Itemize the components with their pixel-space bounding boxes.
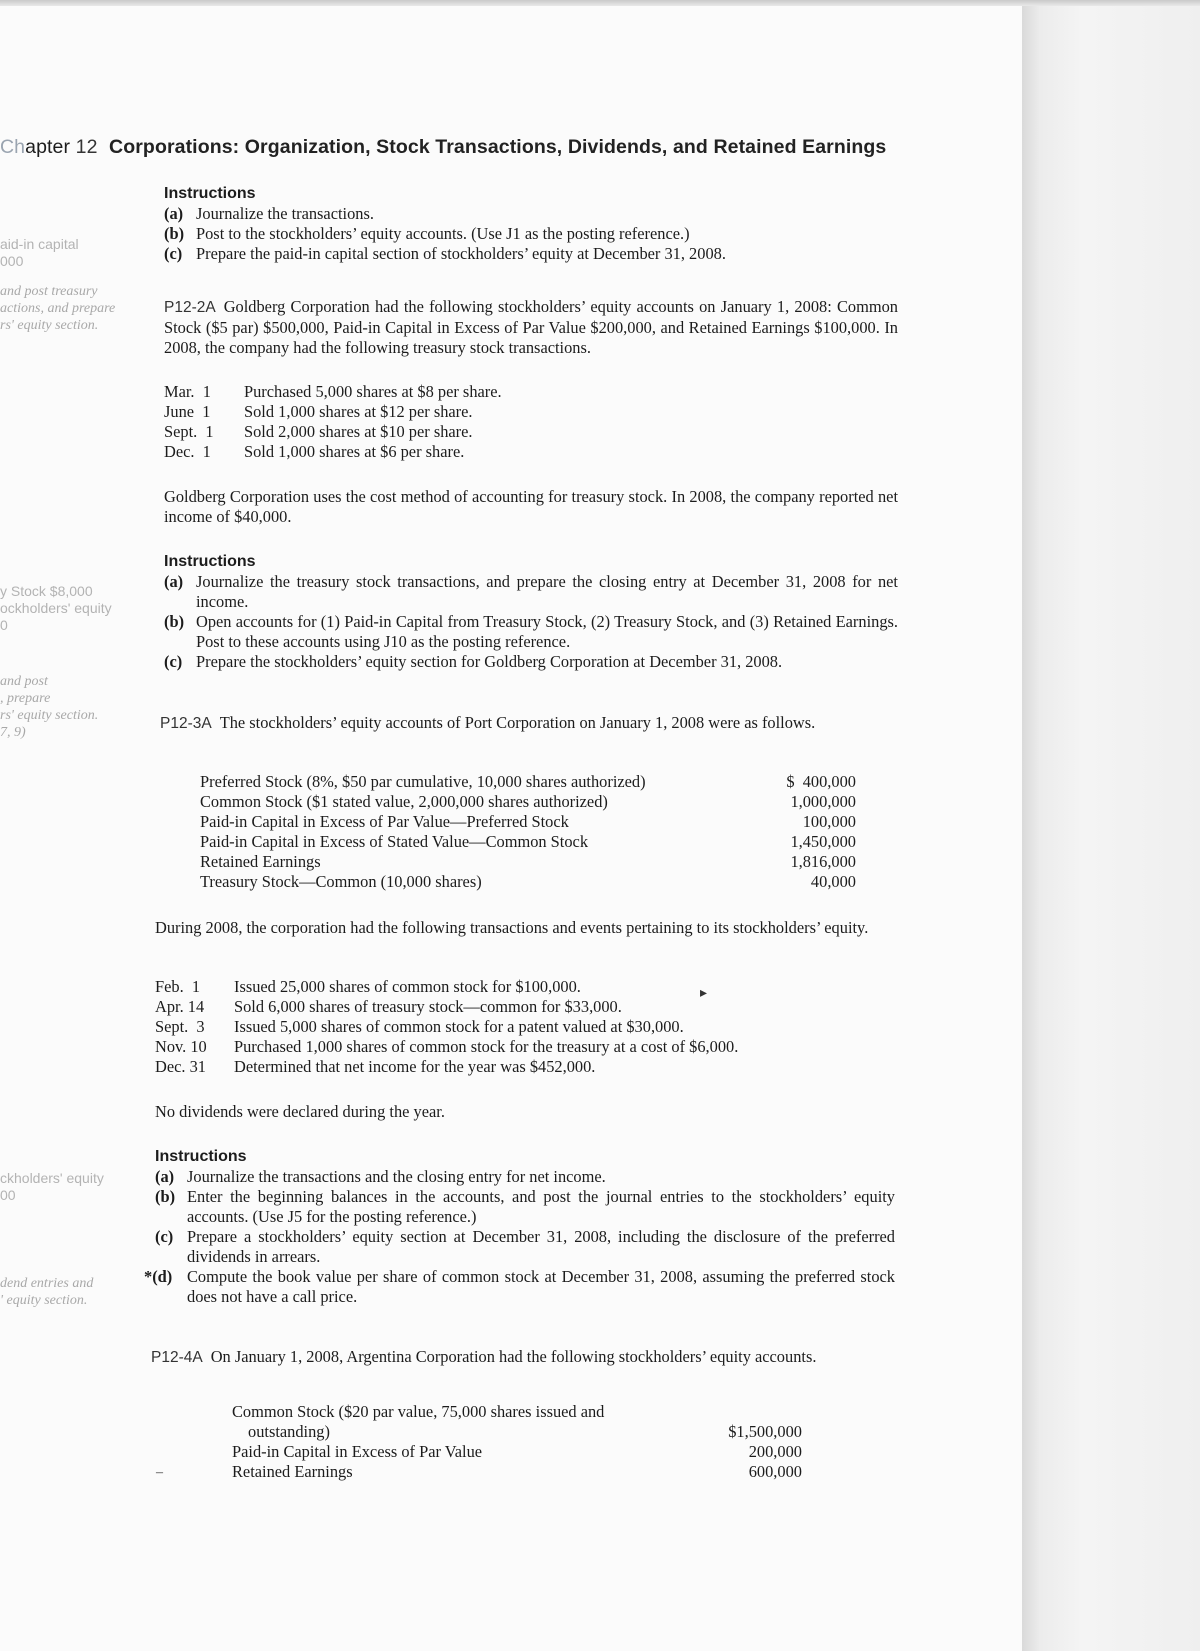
book-spine-shadow [1022,0,1200,1651]
transaction-row: Nov. 10 Purchased 1,000 shares of common stock for the treasury at a cost of $6,000. [155,1037,739,1056]
chapter-prefix: apter [25,136,71,158]
prev-instructions [164,184,904,264]
p12-3a-note: No dividends were declared during the year. [155,1102,445,1121]
p12-4a-balances [232,1402,802,1482]
transaction-row: June 1 Sold 1,000 shares at $12 per share. [164,402,473,421]
problem-label: P12-4A [151,1349,203,1366]
chapter-header [0,136,1000,159]
problem-p12-4a-intro: P12-4A On January 1, 2008, Argentina Corporation had the following stockholders’ equity accounts. [151,1347,817,1366]
instructions-heading: Instructions [155,1148,247,1165]
p12-2a-instructions [164,552,898,672]
instruction-item: (c) Prepare the stockholders’ equity section for Goldberg Corporation at December 31, 2008. [164,652,783,671]
margin-note-2: and post treasury actions, and prepare rs' equity section. [0,284,116,333]
instruction-item: *(d) Compute the book value per share of common stock at December 31, 2008, assuming the preferred stock does not have a call price. [144,1267,895,1306]
margin-note-1: aid-in capital 000 [0,236,79,269]
instruction-item: (c) Prepare a stockholders’ equity section at December 31, 2008, including the disclosure of the preferred dividends in arrears. [155,1227,895,1266]
transaction-row: Dec. 1 Sold 1,000 shares at $6 per share. [164,442,465,461]
p12-3a-instructions [144,1147,895,1307]
stray-mark: ‒ [156,1465,163,1480]
balance-row: Preferred Stock (8%, $50 par cumulative, 10,000 shares authorized) $ 400,000 [200,772,856,791]
instruction-item: (a) Journalize the transactions and the closing entry for net income. [155,1167,606,1186]
p12-3a-balances [200,772,856,892]
chapter-title: Corporations: Organization, Stock Transactions, Dividends, and Retained Earnings [109,136,887,158]
balance-row: Paid-in Capital in Excess of Par Value—Preferred Stock 100,000 [200,812,856,831]
problem-label: P12-2A [164,299,216,316]
transaction-row: Apr. 14 Sold 6,000 shares of treasury stock—common for $33,000. [155,997,622,1016]
problem-p12-3a-intro: P12-3A The stockholders’ equity accounts of Port Corporation on January 1, 2008 were as follows. [160,713,816,732]
problem-label: P12-3A [160,715,212,732]
balance-row: Retained Earnings 1,816,000 [200,852,856,871]
stray-mark: ▸ [700,986,708,1001]
balance-row: Treasury Stock—Common (10,000 shares) 40,000 [200,872,856,891]
margin-note-3: y Stock $8,000 ockholders' equity 0 [0,583,112,633]
balance-row: Paid-in Capital in Excess of Par Value 200,000 [232,1442,802,1461]
transaction-row: Feb. 1 Issued 25,000 shares of common stock for $100,000. [155,977,581,996]
transaction-row: Sept. 1 Sold 2,000 shares at $10 per share. [164,422,473,441]
instructions-heading: Instructions [164,553,256,570]
chapter-prefix-cut: Ch [0,136,26,158]
balance-row: Common Stock ($1 stated value, 2,000,000 shares authorized) 1,000,000 [200,792,856,811]
balance-row: Common Stock ($20 par value, 75,000 shares issued and outstanding) $1,500,000 [232,1402,802,1441]
balance-row: Paid-in Capital in Excess of Stated Value—Common Stock 1,450,000 [200,832,856,851]
instruction-item: (b) Post to the stockholders’ equity accounts. (Use J1 as the posting reference.) [164,224,690,243]
instruction-item: (a) Journalize the transactions. [164,204,374,223]
instruction-item: (b) Open accounts for (1) Paid-in Capital from Treasury Stock, (2) Treasury Stock, and (3) Retained Earnings. Post to these accounts using J10 as the posting reference. [164,612,898,651]
instruction-item: (b) Enter the beginning balances in the accounts, and post the journal entries to the stockholders’ equity accounts. (Use J5 for the posting reference.) [155,1187,895,1226]
instructions-heading: Instructions [164,185,256,202]
p12-3a-transactions-intro: During 2008, the corporation had the following transactions and events pertaining to its stockholders’ equity. [155,918,869,937]
transaction-row: Sept. 3 Issued 5,000 shares of common stock for a patent valued at $30,000. [155,1017,684,1036]
transaction-row: Mar. 1 Purchased 5,000 shares at $8 per share. [164,382,502,401]
page-top-edge [0,0,1200,6]
p12-3a-transactions [155,977,895,1077]
chapter-number: 12 [75,136,98,158]
balance-row: Retained Earnings 600,000 [232,1462,802,1481]
p12-2a-note: Goldberg Corporation uses the cost method of accounting for treasury stock. In 2008, the company reported net income of $40,000. [164,487,898,526]
problem-p12-2a-intro: P12-2A Goldberg Corporation had the following stockholders’ equity accounts on January 1, 2008: Common Stock ($5 par) $500,000, Paid-in Capital in Excess of Par Value $200,000, and Retained Earnings $100,000. In 2008, the company had the following treasury stock transactions. [164,297,898,357]
margin-note-6: dend entries and ' equity section. [0,1276,94,1308]
instruction-item: (a) Journalize the treasury stock transactions, and prepare the closing entry at December 31, 2008 for net income. [164,572,898,611]
instruction-item: (c) Prepare the paid-in capital section of stockholders’ equity at December 31, 2008. [164,244,726,263]
margin-note-4: and post , prepare rs' equity section. 7, 9) [0,674,99,740]
margin-note-5: ckholders' equity 00 [0,1170,104,1203]
p12-2a-transactions [164,382,864,462]
transaction-row: Dec. 31 Determined that net income for the year was $452,000. [155,1057,596,1076]
